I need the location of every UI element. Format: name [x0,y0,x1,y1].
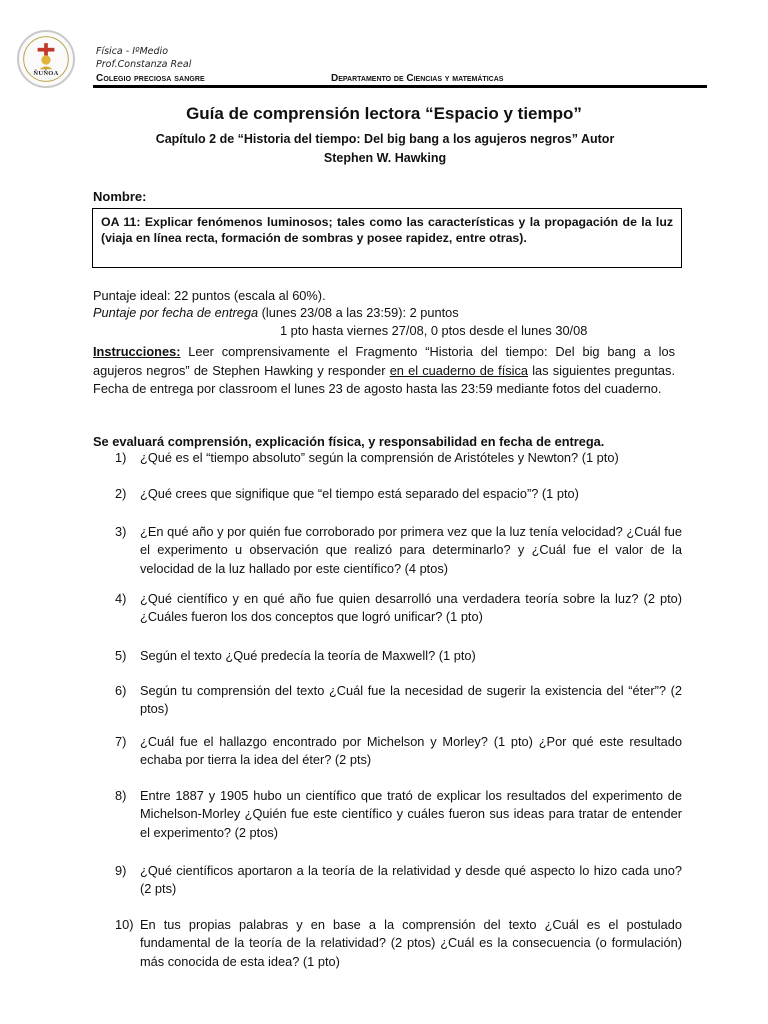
ideal-score: Puntaje ideal: 22 puntos (escala al 60%). [93,288,326,303]
question-text: ¿Qué crees que signifique que “el tiempo está separado del espacio”? (1 pto) [140,486,579,501]
question-text: ¿En qué año y por quién fue corroborado por primera vez que la luz tenía velocidad? ¿Cuál fue el experimento u observación que realizó para determinarlo? y ¿Cuál fue el valor de la velocidad de la luz hallado por este científico? (4 ptos) [140,524,682,576]
question-item [115,916,682,971]
question-text: ¿Qué es el “tiempo absoluto” según la comprensión de Aristóteles y Newton? (1 pto) [140,450,619,465]
header-rule [93,85,707,88]
question-item [115,647,682,665]
instructions-underlined: en el cuaderno de física [389,362,529,378]
question-number: 7) [115,734,127,749]
question-number: 1) [115,450,127,465]
question-number: 10) [115,917,134,932]
question-number: 3) [115,524,127,539]
question-text: ¿Qué científicos aportaron a la teoría de la relatividad y desde qué aspecto lo hizo cada uno? (2 pts) [140,863,682,897]
question-text: Según el texto ¿Qué predecía la teoría de Maxwell? (1 pto) [140,648,476,663]
question-text: Entre 1887 y 1905 hubo un científico que trató de explicar los resultados del experimento de Michelson-Morley ¿Quién fue este científico y cuáles fueron sus ideas para tratar de entender el experimento? (2 ptos) [140,788,682,840]
school-crest-icon [19,32,73,86]
evaluation-note: Se evaluará comprensión, explicación física, y responsabilidad en fecha de entrega. [93,434,605,449]
question-number: 5) [115,648,127,663]
objective-box [92,208,682,268]
date-score [93,304,459,322]
question-item [115,523,682,578]
question-number: 6) [115,683,127,698]
date-score-detail: (lunes 23/08 a las 23:59): 2 puntos [258,305,459,320]
question-number: 8) [115,788,127,803]
question-item [115,733,682,770]
question-item [115,787,682,842]
department-name: Departamento de Ciencias y matemáticas [331,73,504,84]
instructions-label: Instrucciones: [93,344,181,359]
question-item [115,590,682,627]
question-text: ¿Qué científico y en qué año fue quien desarrolló una verdadera teoría sobre la luz? (2 pto) ¿Cuáles fueron los dos conceptos que logró unificar? (1 pto) [140,591,682,625]
question-text: ¿Cuál fue el hallazgo encontrado por Michelson y Morley? (1 pto) ¿Por qué este resultado echaba por tierra la idea del éter? (2 pts) [140,734,682,768]
question-text: Según tu comprensión del texto ¿Cuál fue la necesidad de sugerir la existencia del “éter”? (2 ptos) [140,683,682,717]
school-name: Colegio preciosa sangre [96,73,205,84]
question-item [115,449,682,467]
question-number: 2) [115,486,127,501]
name-label: Nombre: [93,189,147,204]
question-text: En tus propias palabras y en base a la comprensión del texto ¿Cuál es el postulado fundamental de la teoría de la relatividad? (2 ptos) ¿Cuál es la consecuencia (o formulación) más conocida de esta idea? (1 pto) [140,917,682,969]
question-number: 4) [115,591,127,606]
late-score: 1 pto hasta viernes 27/08, 0 ptos desde el lunes 30/08 [280,323,588,338]
date-score-label: Puntaje por fecha de entrega [93,305,259,320]
course-line: Física - IºMedio [96,46,169,57]
logo-caption: ÑUÑOA [33,70,59,77]
document-subtitle: Capítulo 2 de “Historia del tiempo: Del big bang a los agujeros negros” Autor Stephen W. Hawking [155,132,615,165]
question-item [115,862,682,899]
objective-text: OA 11: Explicar fenómenos luminosos; tales como las características y la propagación de la luz (viaja en línea recta, formación de sombras y posee rapidez, entre otras). [101,215,673,245]
instructions-part1: Leer comprensivamente el Fragmento “Historia del tiempo: Del big bang a los agujeros negros” de Stephen Hawking y responder [93,344,675,378]
instructions [93,343,675,399]
teacher-line: Prof.Constanza Real [96,59,192,70]
question-number: 9) [115,863,127,878]
question-item [115,682,682,719]
question-item [115,485,682,503]
school-logo [17,30,75,88]
document-title: Guía de comprensión lectora “Espacio y tiempo” [186,104,582,123]
instructions-part2: las siguientes preguntas. Fecha de entrega por classroom el lunes 23 de agosto hasta las 23:59 mediante fotos del cuaderno. [93,362,675,396]
